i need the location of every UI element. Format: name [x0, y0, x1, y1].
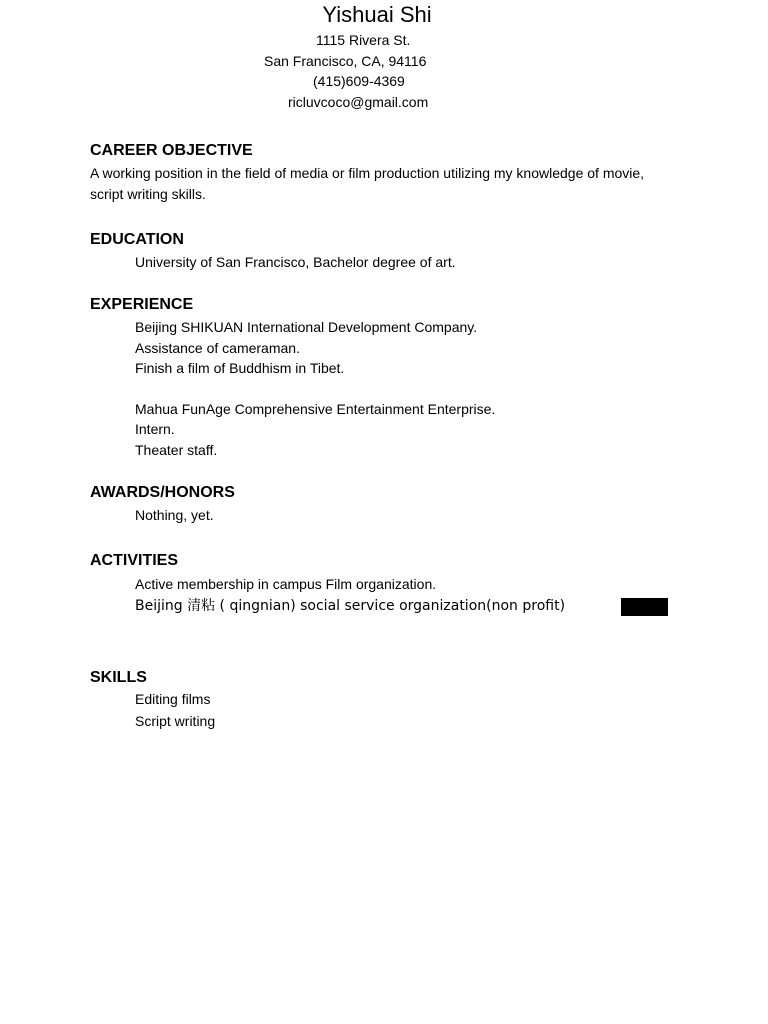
skill-item: Script writing: [135, 713, 216, 729]
experience-role: Intern.: [135, 421, 175, 437]
address-line-2: San Francisco, CA, 94116: [264, 53, 427, 69]
experience-detail: Finish a film of Buddhism in Tibet.: [135, 360, 345, 376]
education-item: University of San Francisco, Bachelor degree of art.: [135, 254, 456, 270]
section-title-education: EDUCATION: [90, 231, 184, 248]
awards-item: Nothing, yet.: [135, 507, 214, 523]
address-line-1: 1115 Rivera St.: [316, 32, 411, 48]
section-title-skills: SKILLS: [90, 669, 147, 686]
skill-item: Editing films: [135, 691, 211, 707]
redaction-box: [621, 598, 668, 616]
section-title-experience: EXPERIENCE: [90, 296, 194, 313]
candidate-name: Yishuai Shi: [322, 2, 432, 27]
experience-company: Mahua FunAge Comprehensive Entertainment Enterprise.: [135, 401, 496, 417]
email-address: ricluvcoco@gmail.com: [288, 94, 429, 110]
section-title-career-objective: CAREER OBJECTIVE: [90, 142, 253, 159]
career-objective-text: A working position in the field of media or film production utilizing my knowledge of movie, script writing skills.: [90, 165, 645, 202]
activity-item: Active membership in campus Film organization.: [135, 576, 437, 592]
activity-item: Beijing 清粘 ( qingnian) social service organization(non profit): [135, 598, 566, 614]
experience-role: Assistance of cameraman.: [135, 340, 300, 356]
experience-detail: Theater staff.: [135, 442, 218, 458]
section-title-awards: AWARDS/HONORS: [90, 484, 235, 501]
section-title-activities: ACTIVITIES: [90, 552, 179, 569]
experience-company: Beijing SHIKUAN International Development Company.: [135, 319, 478, 335]
phone-number: (415)609-4369: [313, 73, 405, 89]
